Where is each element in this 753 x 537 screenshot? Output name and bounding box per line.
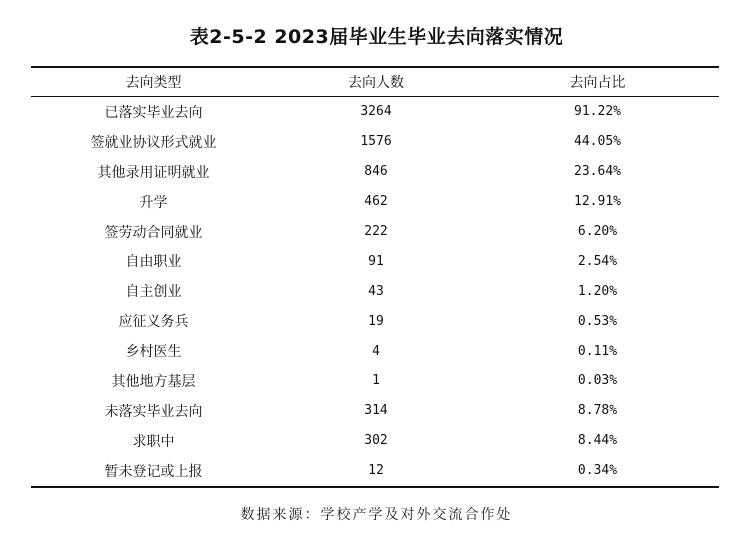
table-header-row (31, 67, 719, 97)
table-row (31, 157, 719, 187)
cell-ratio: 2.54% (577, 253, 618, 269)
cell-type: 其他地方基层 (111, 373, 196, 390)
header-count: 去向人数 (348, 75, 404, 91)
cell-count: 19 (368, 313, 384, 329)
cell-type: 签就业协议形式就业 (90, 134, 217, 151)
table-row (31, 396, 719, 426)
table-row (31, 336, 719, 366)
table-row (31, 306, 719, 336)
table-row (31, 276, 719, 306)
table-row (31, 426, 719, 456)
data-source-note: 数据来源：学校产学及对外交流合作处 (240, 507, 513, 523)
table-row (31, 217, 719, 247)
cell-ratio: 0.53% (577, 313, 618, 329)
cell-type: 其他录用证明就业 (97, 164, 210, 181)
cell-count: 222 (364, 224, 388, 239)
cell-type: 暂未登记或上报 (104, 463, 203, 480)
cell-type: 未落实毕业去向 (104, 403, 203, 420)
table-row (31, 187, 719, 217)
cell-type: 应征义务兵 (118, 314, 189, 331)
cell-type: 乡村医生 (125, 344, 182, 361)
cell-type: 自主创业 (125, 284, 182, 301)
table-title: 表2-5-2 2023届毕业生毕业去向落实情况 (189, 26, 564, 48)
cell-count: 43 (368, 283, 384, 299)
cell-count: 846 (364, 164, 388, 180)
cell-ratio: 44.05% (574, 134, 621, 150)
cell-ratio: 0.11% (577, 343, 618, 359)
cell-count: 91 (368, 253, 384, 269)
cell-ratio: 0.03% (577, 373, 618, 389)
cell-ratio: 8.44% (577, 433, 618, 449)
cell-type: 升学 (139, 194, 168, 211)
cell-type: 已落实毕业去向 (104, 104, 203, 121)
cell-count: 302 (364, 433, 388, 449)
cell-count: 462 (364, 194, 388, 210)
header-ratio: 去向占比 (569, 75, 626, 91)
table-row (31, 97, 719, 127)
cell-ratio: 6.20% (577, 224, 618, 239)
cell-count: 314 (364, 403, 388, 419)
graduate-destination-table (31, 66, 719, 488)
cell-count: 4 (372, 343, 380, 359)
cell-ratio: 8.78% (577, 403, 618, 419)
cell-count: 1576 (360, 134, 392, 150)
cell-count: 3264 (360, 104, 392, 120)
cell-ratio: 0.34% (577, 463, 618, 479)
cell-ratio: 1.20% (577, 283, 618, 299)
cell-type: 自由职业 (125, 254, 182, 271)
cell-ratio: 91.22% (574, 104, 621, 120)
cell-type: 求职中 (132, 433, 175, 450)
table-row (31, 127, 719, 157)
table-row (31, 246, 719, 276)
cell-type: 签劳动合同就业 (104, 224, 203, 241)
table-row (31, 366, 719, 396)
cell-count: 1 (372, 373, 380, 389)
cell-count: 12 (368, 463, 384, 479)
table-row (31, 456, 719, 487)
cell-ratio: 23.64% (574, 164, 621, 180)
cell-ratio: 12.91% (574, 194, 621, 210)
header-destination-type: 去向类型 (125, 75, 182, 91)
